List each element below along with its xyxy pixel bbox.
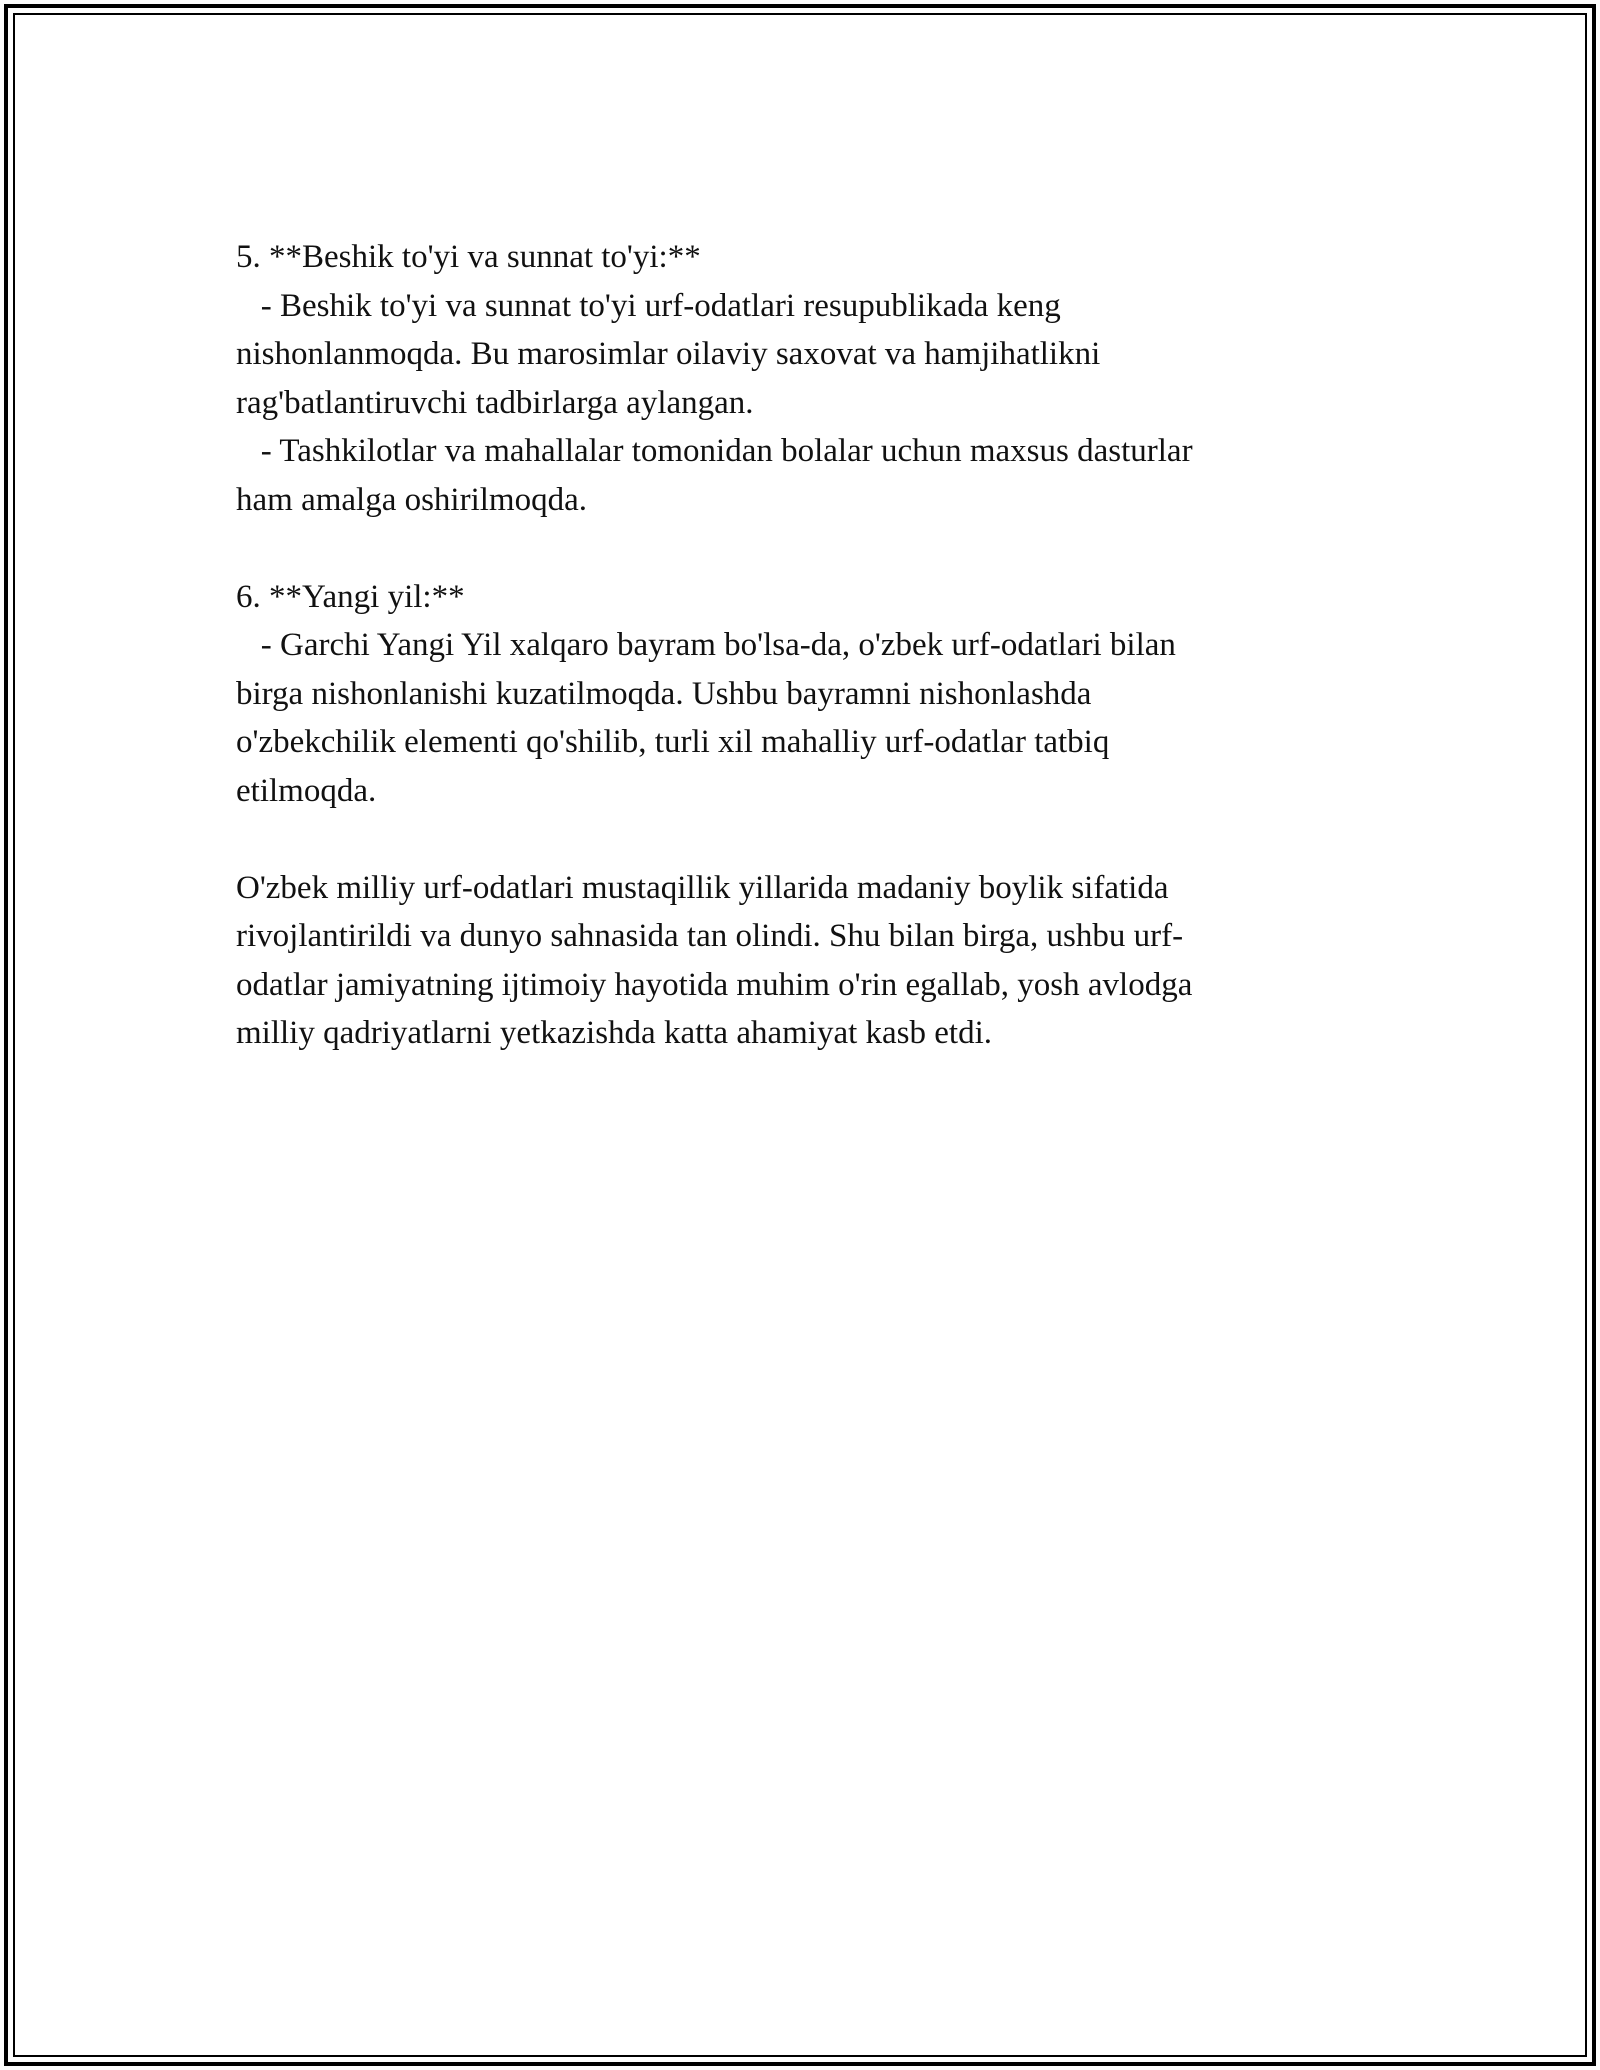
- document-body: [236, 233, 1361, 1058]
- paragraph-spacer: [236, 815, 1361, 864]
- section-5: [236, 233, 1361, 524]
- text-line: ham amalga oshirilmoqda.: [236, 481, 587, 518]
- text-line: O'zbek milliy urf-odatlari mustaqillik yillarida madaniy boylik sifatida: [236, 869, 1169, 906]
- text-line: - Tashkilotlar va mahallalar tomonidan bolalar uchun maxsus dasturlar: [236, 433, 1193, 469]
- conclusion-paragraph: [236, 864, 1361, 1058]
- text-line: birga nishonlanishi kuzatilmoqda. Ushbu bayramni nishonlashda: [236, 675, 1092, 712]
- text-line: - Garchi Yangi Yil xalqaro bayram bo'lsa-da, o'zbek urf-odatlari bilan: [236, 627, 1176, 663]
- text-line: rivojlantirildi va dunyo sahnasida tan olindi. Shu bilan birga, ushbu urf-: [236, 918, 1184, 954]
- text-line: rag'batlantiruvchi tadbirlarga aylangan.: [236, 384, 754, 421]
- section-6-heading: 6. **Yangi yil:**: [236, 578, 465, 615]
- section-5-bullet-2: [236, 427, 1361, 524]
- text-line: etilmoqda.: [236, 772, 377, 809]
- section-5-bullet-1: [236, 282, 1361, 428]
- section-6-bullet-1: [236, 621, 1361, 815]
- text-line: - Beshik to'yi va sunnat to'yi urf-odatlari resupublikada keng: [236, 287, 1061, 324]
- text-line: milliy qadriyatlarni yetkazishda katta ahamiyat kasb etdi.: [236, 1015, 993, 1051]
- section-5-heading: 5. **Beshik to'yi va sunnat to'yi:**: [236, 239, 701, 275]
- text-line: nishonlanmoqda. Bu marosimlar oilaviy saxovat va hamjihatlikni: [236, 336, 1101, 372]
- text-line: o'zbekchilik elementi qo'shilib, turli xil mahalliy urf-odatlar tatbiq: [236, 724, 1110, 760]
- section-6: [236, 573, 1361, 816]
- paragraph-spacer: [236, 524, 1361, 573]
- text-line: odatlar jamiyatning ijtimoiy hayotida muhim o'rin egallab, yosh avlodga: [236, 966, 1193, 1003]
